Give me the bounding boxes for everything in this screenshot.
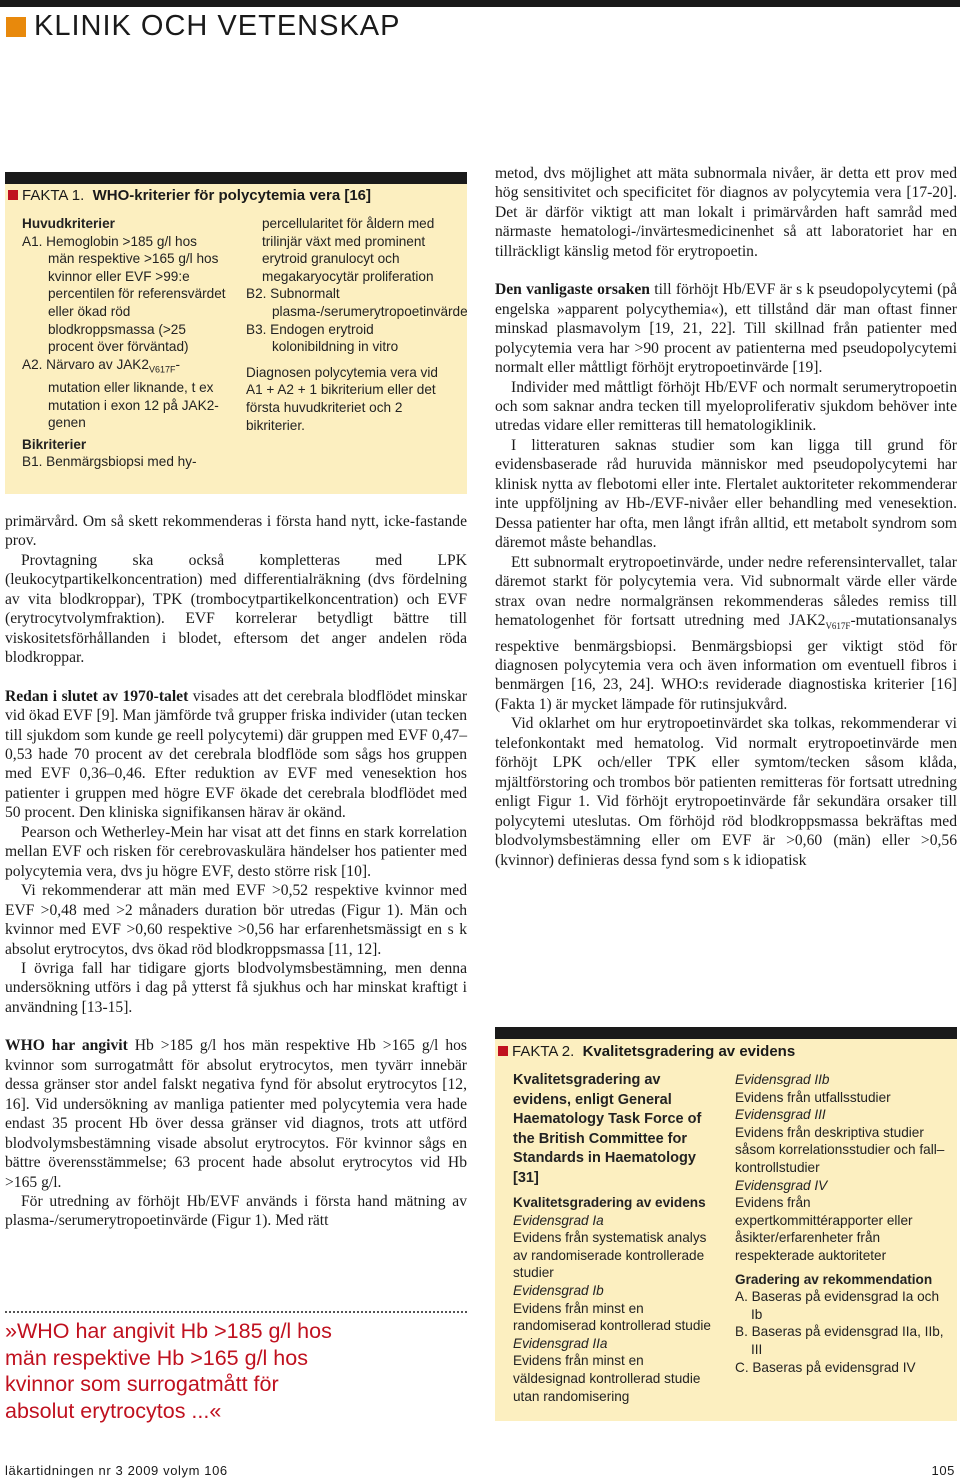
criterion-a1: A1. Hemoglobin >185 g/l hos män respektive >165 g/l hos kvinnor eller EVF >99:e percentilen för referensvärdet eller ökad röd blodkroppsmassa (>25 procent över förväntad) [22, 233, 226, 355]
left-column [5, 512, 467, 1231]
criterion-b1-cont: percellularitet för åldern med trilinjär växt med prominent erytroid granulocyt och megakaryocytär proliferation [262, 216, 435, 284]
minor-criteria-heading: Bikriterier [22, 436, 87, 452]
paragraph-lead: Redan i slutet av 1970-talet [5, 687, 189, 705]
fakta1-col1 [22, 215, 227, 471]
evidence-heading: Kvalitetsgradering av evidens [513, 1195, 706, 1210]
diagnosis-rule: Diagnosen polycytemia vera vid A1 + A2 + 1 bikriterium eller det första huvudkriteriet och 2 bikriterier. [246, 364, 438, 433]
fakta2-label: FAKTA 2. [512, 1043, 575, 1060]
fakta2-heading [498, 1043, 795, 1060]
evidence-text: Evidens från expertkommittérapporter eller åsikter/erfarenheter från respekterade auktoriteter [735, 1195, 913, 1263]
evidence-grade: Evidensgrad Ia [513, 1212, 604, 1228]
evidence-text: Evidens från deskriptiva studier såsom korrelationsstudier och fall–kontrollstudier [735, 1124, 945, 1175]
fakta2-intro: Kvalitetsgradering av evidens, enligt General Haematology Task Force of the British Committee for Standards in Haematology [31] [513, 1072, 702, 1186]
fakta2-col2 [735, 1071, 945, 1376]
major-criteria-heading: Huvudkriterier [22, 216, 115, 231]
section-title: KLINIK OCH VETENSKAP [34, 10, 401, 42]
paragraph: I övriga fall har tidigare gjorts blodvolymsbestämning, men denna undersökning utförs i dag på ytterst få sjukhus och har minskat kraftigt i användning [13-15]. [5, 959, 467, 1016]
paragraph-cont: -mutationsanalys respektive benmärgsbiopsi. Benmärgsbiopsi ger viktigt stöd för diagnosen polycytemia vera och även information om eventuell fibros i benmärgen [16, 23, 24]. WHO:s reviderade diagnostiska kriterier [16] (Fakta 1) är mycket lämpade för rutinsjukvård. [495, 611, 957, 713]
paragraph: till förhöjt Hb/EVF är s k pseudopolycytemi (på engelska »apparent polycythemia«), ett tillstånd där man oftast finner minskad plasmavolym [19, 21, 22]. Till skillnad från patienter med polycytemia vera har >90 procent av patienterna med pseudopolycytemi normalt eller måttligt förhöjt erytropoetinvärde [19]. [495, 281, 957, 377]
paragraph: Vid oklarhet om hur erytropoetinvärdet ska tolkas, rekommenderar vi telefonkontakt med hematolog. Vid normalt erytropoetinvärde men förhöjt LPK och/eller TPK eller symtom/tecken såsom klåda, mjältförstoring och trombos bör patienten remitteras för fortsatt utredning enligt Figur 1. Vid förhöjt erytropoetinvärde får sekundära orsaker till polycytemi uteslutas. Om förhöjd röd blodkroppsmassa bekräftas med blodvolymsbestämning eller om EVF är >0,60 (män) eller >0,56 (kvinnor) definieras dessa fynd som s k idiopatisk [495, 715, 957, 869]
fakta2-marker [498, 1046, 508, 1056]
paragraph: Hb >185 g/l hos män respektive Hb >165 g/l hos kvinnor som surrogatmått för absolut erytrocytos, men tyvärr innebär dessa gränser stor andel falskt negativa fynd för absolut erytrocytos [12, 16]. Vid undersökning av manliga patienter med polycytemia vera hade endast 35 procent Hb över dessa gränser vid diagnos, trots att utförd blodvolymsbestämning visade absolut erytrocytos. För kvinnor sågs en bättre överensstämmelse; 63 procent hade absolut erytrocytos vid Hb >165 g/l. [5, 1037, 467, 1191]
criterion-b1-start: B1. Benmärgsbiopsi med hy- [22, 454, 197, 470]
evidence-text: Evidens från minst en randomiserad kontrollerad studie [513, 1300, 711, 1334]
right-column [495, 164, 957, 870]
section-marker [6, 17, 26, 37]
journal-footer: läkartidningen nr 3 2009 volym 106 [5, 1463, 228, 1478]
paragraph: Provtagning ska också kompletteras med LPK (leukocytpartikelkoncentration) med differentialräkning (dvs fördelning av vita blodkroppar), TPK (trombocytpartikelkoncentration) och EVF (erytrocytvolymfraktion). EVF korrelerar betydligt bättre till viskositetsförhållanden i blodet, eftersom det anger andelen röda blodkroppar. [5, 551, 467, 667]
page-number: 105 [931, 1463, 955, 1478]
paragraph-lead: Den vanligaste orsaken [495, 281, 650, 299]
paragraph-lead: WHO har angivit [5, 1037, 128, 1055]
evidence-grade: Evidensgrad III [735, 1107, 826, 1123]
paragraph: Pearson och Wetherley-Mein har visat att det finns en stark korrelation mellan EVF och risken för cerebrovaskulära händelser hos patienter med polycytemia vera, dvs ju högre EVF, desto större risk [10]. [5, 823, 467, 880]
fakta2-title: Kvalitetsgradering av evidens [582, 1043, 796, 1060]
recommendation-item: B. Baseras på evidensgrad IIa, IIb, III [735, 1324, 944, 1357]
recommendation-item: C. Baseras på evidensgrad IV [735, 1359, 916, 1375]
criterion-b2: B2. Subnormalt plasma-/serumerytropoetinvärde [246, 286, 468, 319]
paragraph: primärvård. Om så skett rekommenderas i första hand nytt, icke-fastande prov. [5, 513, 467, 550]
paragraph: I litteraturen saknas studier som kan ligga till grund för evidensbaserade råd huruvida människor med pseudopolycytemi har klinisk nytta av flebotomi eller inte. Flertalet auktoriteter rekommenderar inte uppföljning av Hb-/EVF-nivåer eller behandling med venesektion. Dessa patienter har ofta, men långt ifrån alltid, ett metabolt syndrom som däremot måste behandlas. [495, 436, 957, 552]
fakta2-rule [495, 1027, 957, 1039]
paragraph: För utredning av förhöjt Hb/EVF används i första hand mätning av plasma-/serumerytropoetinvärde (Figur 1). Med rätt [5, 1192, 467, 1230]
pull-quote: »WHO har angivit Hb >185 g/l hos män respektive Hb >165 g/l hos kvinnor som surrogatmått för absolut erytrocytos ...« [5, 1319, 332, 1423]
a2-text: A2. Närvaro av JAK2 [22, 356, 149, 372]
fakta1-marker [8, 190, 18, 200]
subscript: V617F [825, 621, 851, 632]
evidence-grade: Evidensgrad IIa [513, 1335, 608, 1351]
paragraph: Individer med måttligt förhöjt Hb/EVF och normalt serumerytropoetin och som saknar andra tecken till myeloproliferativ sjukdom behöver inte utredas vidare eller remitteras till hematologiklinik. [495, 378, 957, 435]
paragraph: Vi rekommenderar att män med EVF >0,52 respektive kvinnor med EVF >0,48 med >2 månaders duration bör utredas (Figur 1). Män och kvinnor med EVF >0,60 respektive >0,56 har erfarenhetsmässigt en s k absolut erytrocytos, dvs ökad röd blodkroppsmassa [11, 12]. [5, 882, 467, 958]
evidence-grade: Evidensgrad IV [735, 1177, 828, 1193]
criterion-b3: B3. Endogen erytroid kolonibildning in vitro [246, 321, 399, 355]
recommendation-item: A. Baseras på evidensgrad Ia och Ib [735, 1289, 940, 1322]
evidence-grade: Evidensgrad Ib [513, 1282, 604, 1298]
fakta1-title: WHO-kriterier för polycytemia vera [16] [92, 187, 372, 204]
fakta1-rule [5, 172, 467, 184]
fakta1-label: FAKTA 1. [22, 187, 85, 204]
a2-subscript: V617F [148, 364, 176, 375]
evidence-text: Evidens från minst en väldesignad kontrollerad studie utan randomisering [513, 1353, 701, 1404]
criterion-a2 [22, 356, 227, 432]
a2-text-cont: -mutation eller liknande, t ex mutation i exon 12 på JAK2-genen [48, 356, 219, 431]
paragraph: visades att det cerebrala blodflödet minskar vid ökad EVF [9]. Man jämförde två grupper friska individer (utan tecken till sjukdom som kunde ge reell polycytemi) där gruppen med EVF 0,47–0,53 hade 70 procent av det cerebrala blodflöde som sågs hos gruppen med EVF 0,36–0,46. Efter reduktion av EVF med venesektion hos patienter i gruppen med högre EVF ökade det cerebrala blodflödet med 50 procent. Den kliniska signifikansen härav är okänd. [5, 687, 468, 822]
recommendation-heading: Gradering av rekommendation [735, 1271, 933, 1287]
paragraph: Ett subnormalt erytropoetinvärde, under nedre referensintervallet, talar däremot starkt för polycytemia vera. Vid subnormalt värde eller värde strax ovan nedre normalgränsen rekommenderas således remiss till hematologenhet för fortsatt utredning med JAK2 [495, 553, 957, 629]
fakta2-col1 [513, 1071, 713, 1405]
evidence-grade: Evidensgrad IIb [735, 1072, 830, 1087]
fakta1-heading [8, 187, 371, 204]
top-rule [0, 0, 960, 7]
paragraph: metod, dvs möjlighet att mäta subnormala nivåer, är detta ett prov med hög sensitivitet och specificitet för diagnos av polycytemia vera [17-20]. Det är därför viktigt att man lokalt i primärvården haft samråd med närmaste hematologi-/invärtesmedicinenhet så att laboratoriet har en tillräckligt känslig metod för erytropoetin. [495, 165, 957, 260]
fakta1-col2 [246, 215, 468, 434]
evidence-text: Evidens från utfallsstudier [735, 1089, 891, 1105]
quote-divider [5, 1311, 467, 1313]
evidence-text: Evidens från systematisk analys av randomiserade kontrollerade studier [513, 1230, 707, 1281]
